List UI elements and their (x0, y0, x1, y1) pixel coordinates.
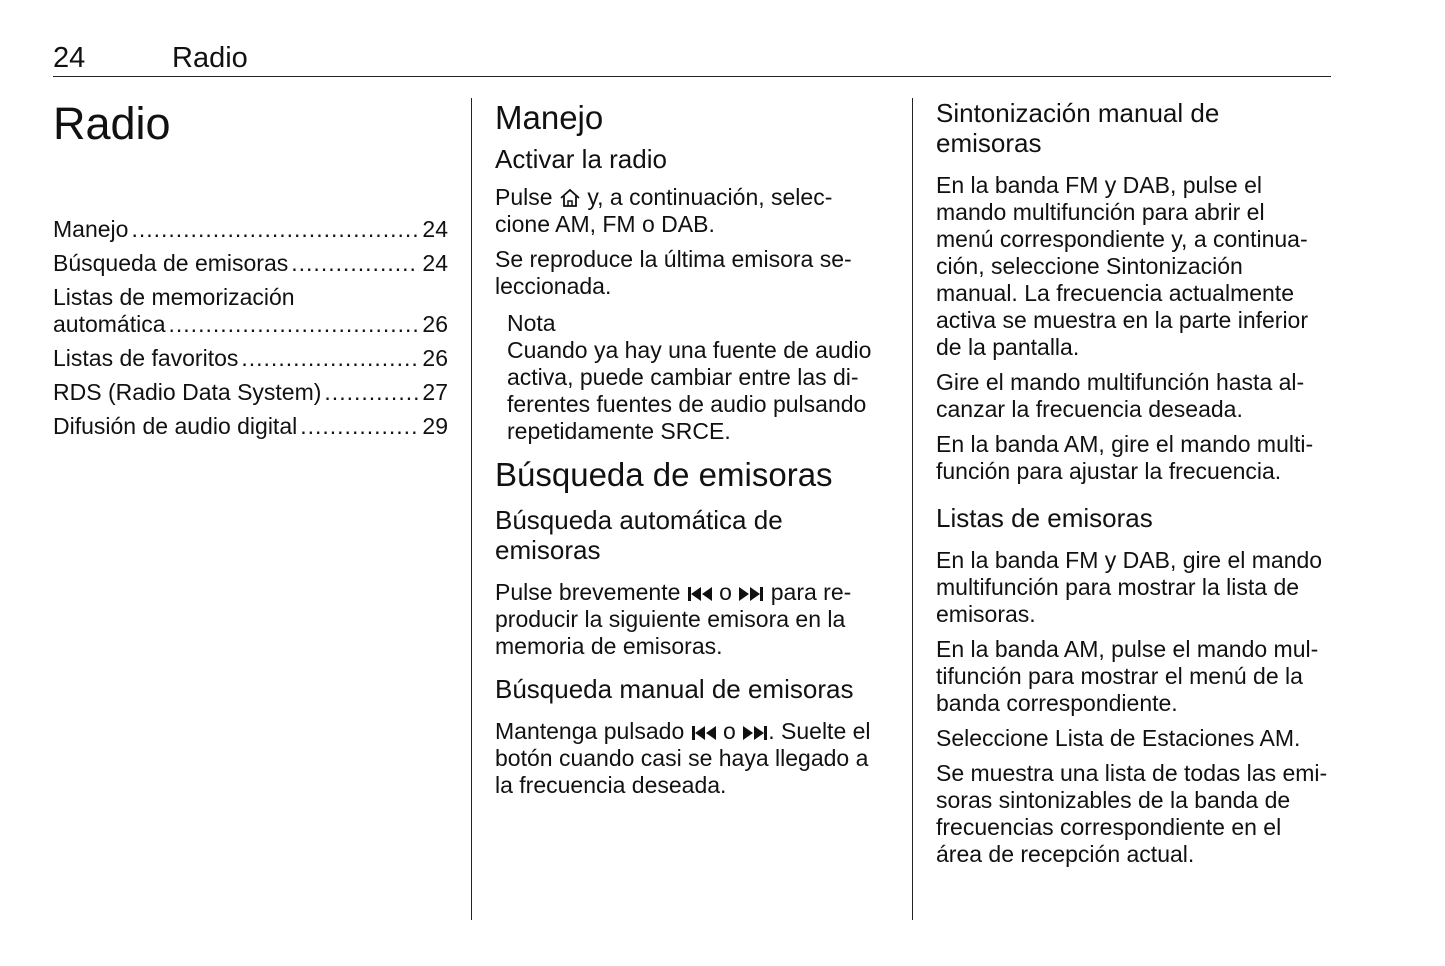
toc-entry-busqueda[interactable]: Búsqueda de emisoras ..... 24 (53, 250, 448, 277)
seek-back-icon (687, 585, 713, 603)
paragraph: En la banda FM y DAB, gire el mando multifunción para mostrar la lista de emisoras. (936, 547, 1323, 627)
subheading-sintonizacion-manual: Sintonización manual de emisoras (936, 98, 1220, 158)
paragraph: Seleccione Lista de Estaciones AM. (936, 725, 1301, 751)
paragraph: Se muestra una lista de todas las emi- soras sintonizables de la banda de frecuencias correspondiente en el área de recepción actual. (936, 760, 1328, 867)
toc-column (53, 98, 448, 447)
seek-forward-icon (738, 585, 764, 603)
toc-entry-favoritos[interactable]: Listas de favoritos ..... 26 (53, 345, 448, 372)
paragraph: En la banda AM, gire el mando multi- función para ajustar la frecuencia. (936, 431, 1314, 484)
note-title: Nota (507, 310, 556, 336)
content-column-right (936, 98, 1336, 868)
toc-entry-dab[interactable]: Difusión de audio digital ..... 29 (53, 413, 448, 440)
paragraph: Se reproduce la última emisora se- leccionada. (495, 246, 852, 299)
subheading-listas-emisoras: Listas de emisoras (936, 503, 1153, 533)
page-header (53, 40, 1331, 77)
seek-back-icon (691, 724, 717, 742)
paragraph: En la banda FM y DAB, pulse el mando multifunción para abrir el menú correspondiente y, a continua- ción, seleccione Sintonización manual. La frecuencia actualmente activa se muestra en la parte inferior de la pantalla. (936, 172, 1309, 360)
section-heading-manejo: Manejo (495, 99, 604, 136)
subheading-busqueda-manual: Búsqueda manual de emisoras (495, 674, 854, 704)
subheading-activar-radio: Activar la radio (495, 144, 667, 174)
toc-entry-rds[interactable]: RDS (Radio Data System) ..... 27 (53, 379, 448, 406)
page-number: 24 (53, 42, 86, 74)
column-divider (471, 98, 472, 920)
note-text: Cuando ya hay una fuente de audio activa, puede cambiar entre las di- ferentes fuentes de audio pulsando repetidamente SRCE. (507, 337, 872, 444)
paragraph: Pulse y, a continuación, selec- cione AM, FM o DAB. (495, 184, 833, 237)
paragraph: Mantenga pulsado o . Suelte el botón cuando casi se haya llegado a la frecuencia deseada. (495, 718, 871, 798)
toc-entry-memorizacion[interactable]: Listas de memorización automática ..... 26 (53, 284, 448, 338)
subheading-busqueda-automatica: Búsqueda automática de emisoras (495, 505, 783, 565)
content-column-middle (495, 98, 895, 799)
paragraph: Pulse brevemente o para re- producir la siguiente emisora en la memoria de emisoras. (495, 579, 852, 659)
toc-entry-manejo[interactable]: Manejo ..... 24 (53, 216, 448, 243)
note-box (495, 310, 895, 445)
section-heading-busqueda: Búsqueda de emisoras (495, 456, 833, 493)
column-divider (912, 98, 913, 920)
home-icon (559, 188, 581, 208)
seek-forward-icon (742, 724, 768, 742)
chapter-title: Radio (53, 98, 171, 149)
paragraph: Gire el mando multifunción hasta al- canzar la frecuencia deseada. (936, 369, 1305, 422)
header-section-title: Radio (172, 42, 248, 74)
paragraph: En la banda AM, pulse el mando mul- tifunción para mostrar el menú de la banda correspondiente. (936, 636, 1319, 716)
table-of-contents (53, 216, 448, 440)
